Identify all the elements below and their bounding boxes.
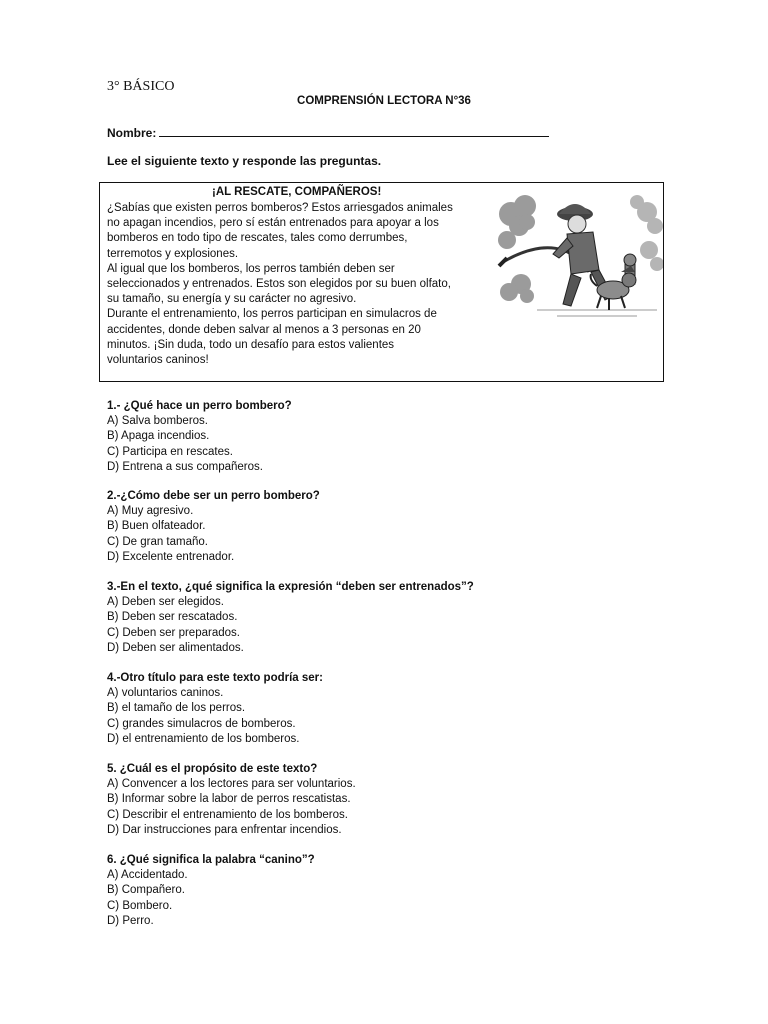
answer-option[interactable]: B) Compañero. (107, 884, 185, 897)
answer-option[interactable]: C) De gran tamaño. (107, 535, 208, 548)
answer-option[interactable]: B) Deben ser rescatados. (107, 611, 238, 624)
answer-option[interactable]: C) grandes simulacros de bomberos. (107, 717, 296, 730)
reading-line: su tamaño, su energía y su carácter no agresivo. (107, 293, 357, 306)
instructions: Lee el siguiente texto y responde las preguntas. (107, 154, 382, 168)
answer-option[interactable]: B) el tamaño de los perros. (107, 702, 246, 715)
answer-option[interactable]: C) Participa en rescates. (107, 445, 233, 458)
grade-label: 3° BÁSICO (107, 79, 175, 94)
reading-text (107, 201, 482, 368)
question-block-6 (107, 853, 315, 929)
reading-line: terremotos y explosiones. (107, 247, 239, 260)
answer-option[interactable]: D) Perro. (107, 914, 154, 927)
answer-option[interactable]: C) Bombero. (107, 899, 173, 912)
answer-option[interactable]: C) Describir el entrenamiento de los bomberos. (107, 808, 348, 821)
reading-line: Durante el entrenamiento, los perros participan en simulacros de (107, 308, 437, 321)
question-text: 3.-En el texto, ¿qué significa la expresión “deben ser entrenados”? (107, 581, 474, 593)
question-block-1 (107, 399, 292, 475)
answer-option[interactable]: A) Deben ser elegidos. (107, 596, 224, 609)
question-block-5 (107, 762, 356, 838)
reading-line: voluntarios caninos! (107, 354, 209, 367)
question-text: 6. ¿Qué significa la palabra “canino”? (107, 854, 315, 866)
answer-option[interactable]: D) Excelente entrenador. (107, 550, 235, 563)
answer-option[interactable]: A) Salva bomberos. (107, 415, 208, 428)
question-block-4 (107, 671, 323, 747)
reading-line: ¿Sabías que existen perros bomberos? Estos arriesgados animales (107, 202, 453, 214)
answer-option[interactable]: B) Apaga incendios. (107, 430, 210, 443)
name-field-row (107, 124, 549, 140)
name-label: Nombre: (107, 126, 157, 140)
reading-line: accidentes, donde deben salvar al menos a 3 personas en 20 (107, 323, 421, 336)
answer-option[interactable]: A) Accidentado. (107, 869, 188, 882)
answer-option[interactable]: D) Dar instrucciones para enfrentar incendios. (107, 823, 342, 836)
reading-title: ¡AL RESCATE, COMPAÑEROS! (212, 186, 382, 198)
question-block-3 (107, 580, 474, 656)
reading-line: Al igual que los bomberos, los perros también deben ser (107, 262, 395, 275)
answer-option[interactable]: B) Informar sobre la labor de perros rescatistas. (107, 793, 351, 806)
answer-option[interactable]: D) Entrena a sus compañeros. (107, 460, 263, 473)
answer-option[interactable]: C) Deben ser preparados. (107, 626, 240, 639)
reading-line: seleccionados y entrenados. Estos son elegidos por su buen olfato, (107, 278, 451, 291)
question-text: 1.- ¿Qué hace un perro bombero? (107, 400, 292, 412)
question-text: 4.-Otro título para este texto podría ser: (107, 672, 323, 684)
answer-option[interactable]: B) Buen olfateador. (107, 520, 206, 533)
answer-option[interactable]: A) voluntarios caninos. (107, 687, 224, 700)
name-blank-line[interactable] (159, 124, 549, 137)
reading-line: bomberos en todo tipo de rescates, tales como derrumbes, (107, 232, 408, 245)
question-text: 2.-¿Cómo debe ser un perro bombero? (107, 490, 320, 502)
question-text: 5. ¿Cuál es el propósito de este texto? (107, 763, 318, 775)
page-title: COMPRENSIÓN LECTORA N°36 (297, 95, 471, 107)
reading-line: no apagan incendios, pero sí están entrenados para apoyar a los (107, 217, 439, 230)
question-block-2 (107, 489, 320, 565)
firefighter-dog-illustration (497, 192, 663, 322)
answer-option[interactable]: D) Deben ser alimentados. (107, 641, 244, 654)
answer-option[interactable]: D) el entrenamiento de los bomberos. (107, 732, 300, 745)
answer-option[interactable]: A) Convencer a los lectores para ser voluntarios. (107, 778, 356, 791)
reading-line: minutos. ¡Sin duda, todo un desafío para estos valientes (107, 338, 395, 351)
answer-option[interactable]: A) Muy agresivo. (107, 505, 194, 518)
